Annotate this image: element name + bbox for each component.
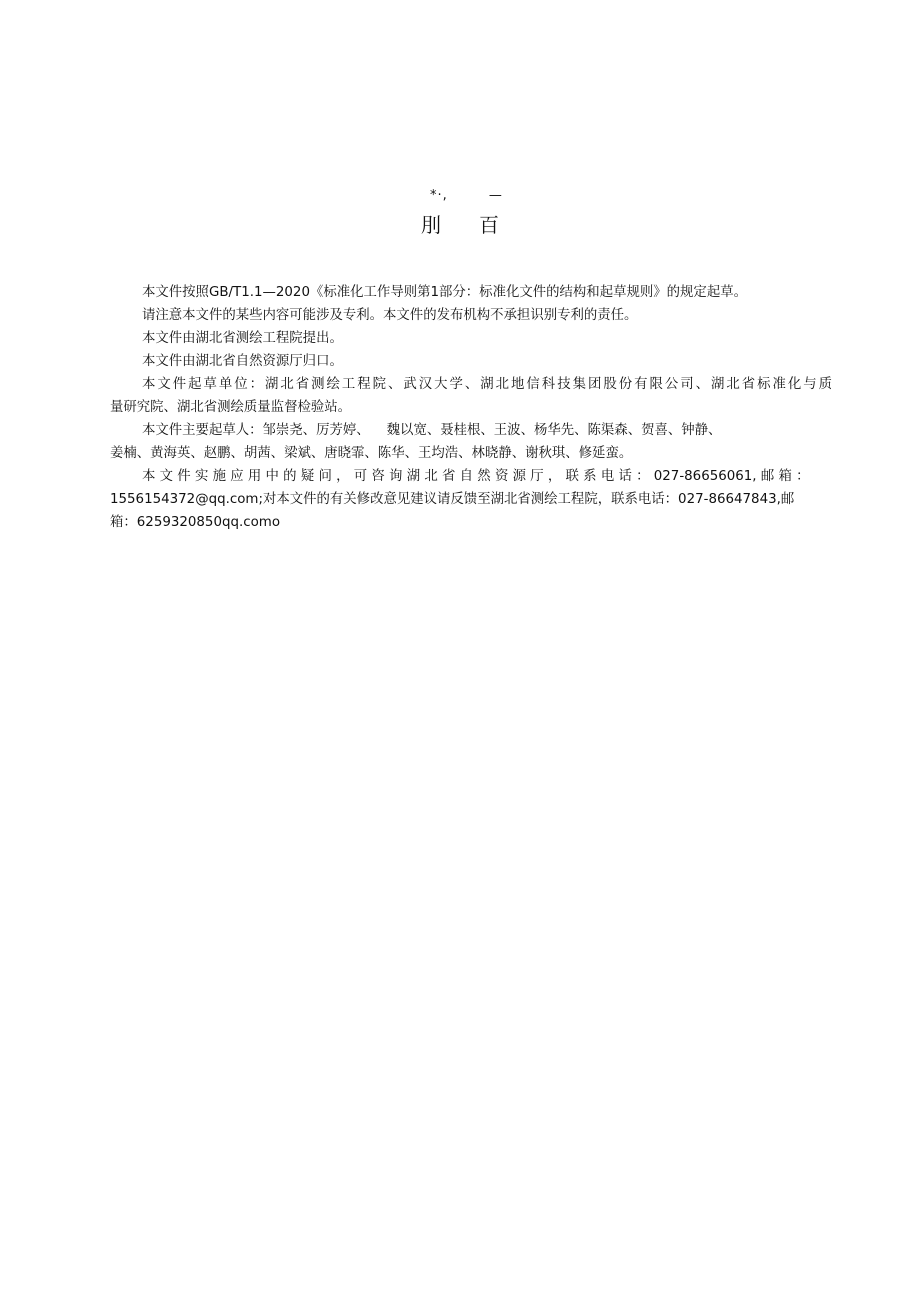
paragraph-6-line-1: 本文件主要起草人：邹崇尧、厉芳婷、 魏以宽、聂桂根、王波、杨华先、陈渠森、贺喜、钟静、 (142, 423, 722, 438)
paragraph-3: 本文件由湖北省测绘工程院提出。 (142, 331, 343, 346)
header-mark: *·, — (430, 188, 503, 203)
paragraph-5-line-1: 本文件起草单位：湖北省测绘工程院、武汉大学、湖北地信科技集团股份有限公司、湖北省标准化与质 (142, 377, 832, 392)
title-char-2: 百 (479, 213, 499, 237)
page-title (0, 210, 920, 240)
paragraph-7-line-1: 本 文 件 实 施 应 用 中 的 疑 问 ， 可 咨 询 湖 北 省 自 然 资 源 厅 ， 联 系 电 话 ： 027-86656061, 邮 箱 ： (142, 469, 810, 484)
paragraph-4: 本文件由湖北省自然资源厅归口。 (142, 354, 343, 369)
paragraph-7-line-3: 箱：6259320850qq.como (110, 515, 281, 530)
paragraph-7-line-2: 1556154372@qq.com;对本文件的有关修改意见建议请反馈至湖北省测绘工程院，联系电话：027-86647843,邮 (110, 492, 795, 507)
paragraph-5-line-2: 量研究院、湖北省测绘质量监督检验站。 (110, 400, 352, 415)
paragraph-6-line-2: 姜楠、黄海英、赵鹏、胡茜、梁斌、唐晓霏、陈华、王均浩、林晓静、谢秋琪、修延蛮。 (110, 446, 633, 461)
document-body (110, 281, 832, 534)
title-char-1: 刖 (421, 213, 441, 237)
paragraph-2: 请注意本文件的某些内容可能涉及专利。本文件的发布机构不承担识别专利的责任。 (142, 308, 638, 323)
paragraph-1: 本文件按照GB/T1.1—2020《标准化工作导则第1部分：标准化文件的结构和起草规则》的规定起草。 (142, 285, 747, 300)
